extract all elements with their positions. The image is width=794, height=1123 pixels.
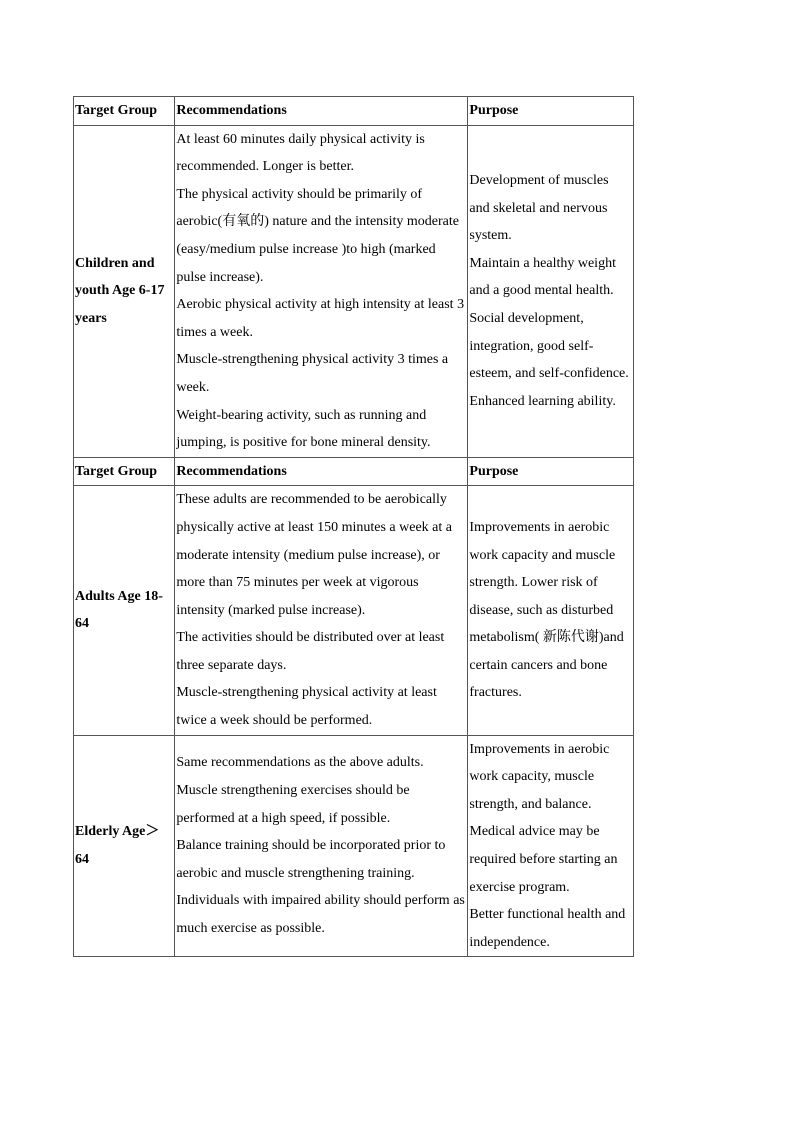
purpose-adults [468, 486, 634, 735]
recommendation-item: Muscle-strengthening physical activity at least twice a week should be performed. [176, 685, 437, 729]
table-header-row [74, 457, 634, 486]
purpose-item: Social development, integration, good self-esteem, and self-confidence. [469, 310, 629, 382]
purpose-item: Development of muscles and skeletal and nervous system. [469, 172, 609, 244]
recommendations-elderly [175, 735, 468, 957]
purpose-item: Better functional health and independence. [469, 907, 626, 950]
purpose-item: Maintain a healthy weight and a good mental health. [469, 255, 616, 299]
group-children: Children and youth Age 6-17 years [74, 125, 175, 457]
table-row-children [74, 125, 634, 457]
purpose-elderly [468, 735, 634, 957]
group-adults: Adults Age 18-64 [74, 486, 175, 735]
purpose-item: Enhanced learning ability. [469, 393, 616, 409]
recommendation-item: Muscle-strengthening physical activity 3 times a week. [176, 352, 449, 395]
recommendation-item: These adults are recommended to be aerobically physically active at least 150 minutes a week at a moderate intensity (medium pulse increase), or more than 75 minutes per week at vigorous intensity (marked pulse increase). [176, 492, 452, 618]
group-elderly: Elderly Age＞64 [74, 735, 175, 957]
header-target-group: Target Group [74, 97, 175, 126]
recommendations-children [175, 125, 468, 457]
recommendation-item: The activities should be distributed over at least three separate days. [176, 630, 445, 673]
recommendation-item: Individuals with impaired ability should perform as much exercise as possible. [176, 893, 465, 937]
recommendation-item: Aerobic physical activity at high intensity at least 3 times a week. [176, 297, 465, 340]
header-recommendations: Recommendations [175, 97, 468, 126]
purpose-item: Improvements in aerobic work capacity, muscle strength, and balance. [469, 741, 610, 812]
recommendations-table [73, 96, 634, 957]
purpose-children [468, 125, 634, 457]
recommendation-item: Muscle strengthening exercises should be performed at a high speed, if possible. [176, 783, 410, 826]
header-recommendations: Recommendations [175, 457, 468, 486]
recommendation-item: Weight-bearing activity, such as running and jumping, is positive for bone mineral density. [176, 407, 431, 451]
recommendation-item: The physical activity should be primarily of aerobic(有氧的) nature and the intensity moderate (easy/medium pulse increase )to high (marked pulse increase). [176, 186, 459, 285]
recommendation-item: Balance training should be incorporated prior to aerobic and muscle strengthening training. [176, 838, 446, 881]
recommendation-item: At least 60 minutes daily physical activity is recommended. Longer is better. [176, 131, 425, 175]
recommendation-item: Same recommendations as the above adults. [176, 755, 424, 771]
recommendations-adults [175, 486, 468, 735]
purpose-item: Medical advice may be required before starting an exercise program. [469, 824, 618, 895]
header-target-group: Target Group [74, 457, 175, 486]
purpose-item: Improvements in aerobic work capacity and muscle strength. Lower risk of disease, such as disturbed metabolism( 新陈代谢)and certain cancers and bone fractures. [469, 519, 624, 701]
table-row-elderly [74, 735, 634, 957]
table-header-row [74, 97, 634, 126]
table-row-adults [74, 486, 634, 735]
header-purpose: Purpose [468, 457, 634, 486]
header-purpose: Purpose [468, 97, 634, 126]
